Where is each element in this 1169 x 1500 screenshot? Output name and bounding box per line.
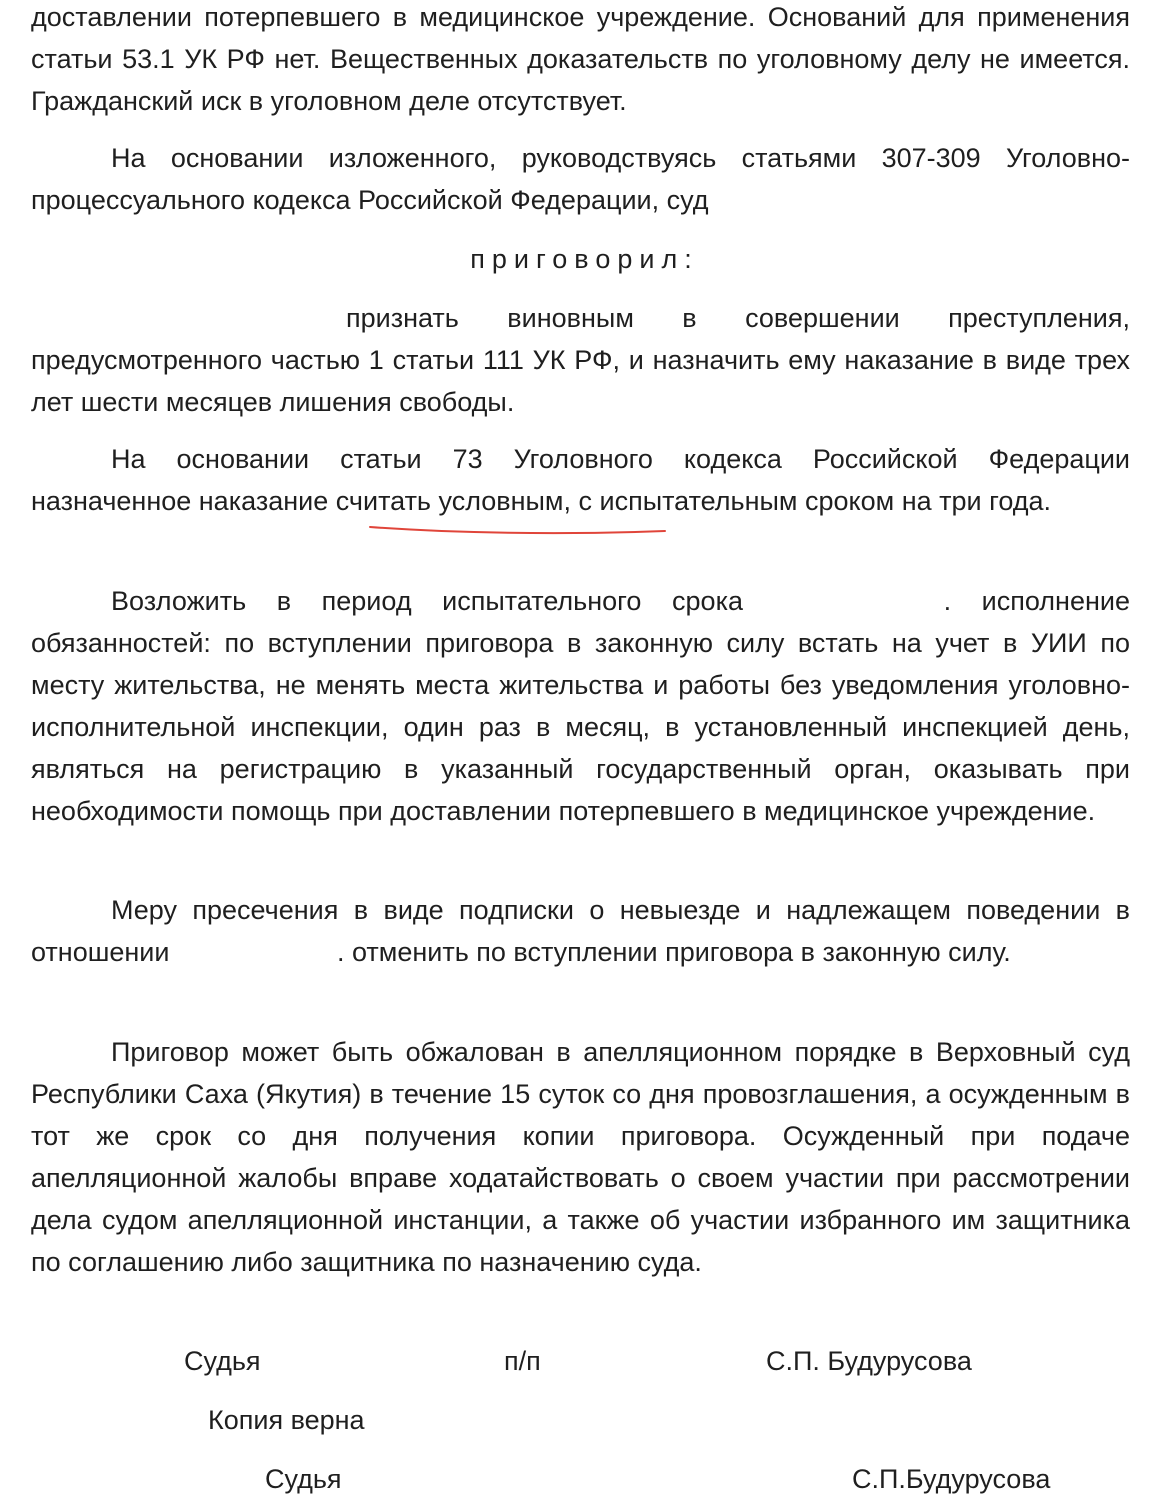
judge-name-2: С.П.Будурусова <box>852 1464 1051 1494</box>
paragraph-conditional-sentence: На основании статьи 73 Уголовного кодекса Российской Федерации назначенное наказание считать условным, с испытательным сроком на три года. <box>31 444 1130 516</box>
judge-label-2: Судья <box>265 1464 342 1494</box>
verdict-heading: приговорил: <box>470 244 699 274</box>
paragraph-preventive-measure: Меру пресечения в виде подписки о невыезде и надлежащем поведении в отношении . отменить по вступлении приговора в законную силу. <box>31 895 1130 967</box>
judge-name: С.П. Будурусова <box>766 1346 972 1376</box>
paragraph-closing-facts: доставлении потерпевшего в медицинское учреждение. Оснований для применения статьи 53.1 УК РФ нет. Вещественных доказательств по уголовному делу не имеется. Гражданский иск в уголовном деле отсутствует. <box>31 2 1130 116</box>
judge-label: Судья <box>184 1346 261 1376</box>
highlighted-phrase: считать условным <box>335 486 564 516</box>
paragraph-probation-duties: Возложить в период испытательного срока . исполнение обязанностей: по вступлении приговора в законную силу встать на учет в УИИ по месту жительства, не менять места жительства и работы без уведомления уголовно-исполнительной инспекции, один раз в месяц, в установленный инспекцией день, являться на регистрацию в указанный государственный орган, оказывать при необходимости помощь при доставлении потерпевшего в медицинское учреждение. <box>31 586 1130 826</box>
paragraph-appeal-procedure: Приговор может быть обжалован в апелляционном порядке в Верховный суд Республики Саха (Якутия) в течение 15 суток со дня провозглашения, а осужденным в тот же срок со дня получения копии приговора. Осужденный при подаче апелляционной жалобы вправе ходатайствовать о своем участии при рассмотрении дела судом апелляционной инстанции, а также об участии избранного им защитника по соглашению либо защитника по назначению суда. <box>31 1037 1130 1277</box>
signed-mark: п/п <box>504 1346 541 1376</box>
red-underline-stroke <box>370 527 665 533</box>
paragraph-legal-basis: На основании изложенного, руководствуясь статьями 307-309 Уголовно-процессуального кодекса Российской Федерации, суд <box>31 143 1130 215</box>
copy-certified-label: Копия верна <box>208 1405 365 1435</box>
paragraph-verdict: признать виновным в совершении преступления, предусмотренного частью 1 статьи 111 УК РФ, и назначить ему наказание в виде трех лет шести месяцев лишения свободы. <box>31 303 1130 417</box>
